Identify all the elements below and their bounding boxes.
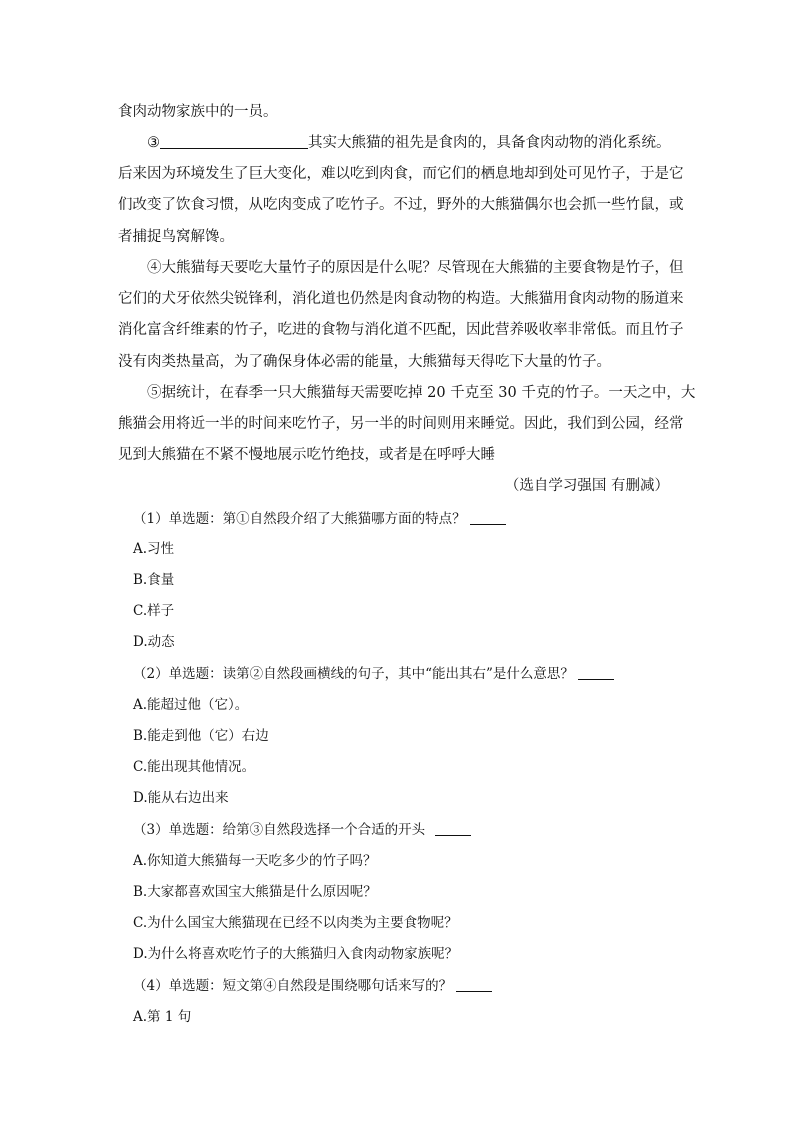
paragraph-5-line-2: 熊猫会用将近一半的时间来吃竹子，另一半的时间则用来睡觉。因此，我们到公园，经常 xyxy=(118,416,684,433)
question-3-prompt: （3）单选题：给第③自然段选择一个合适的开头 xyxy=(133,822,426,838)
paragraph-3-line-4: 者捕捉鸟窝解馋。 xyxy=(118,228,234,245)
question-1-option-a[interactable]: A.习性 xyxy=(133,541,175,557)
question-1-option-b[interactable]: B.食量 xyxy=(133,572,175,588)
source-citation: （选自学习强国 有删减） xyxy=(504,478,669,494)
paragraph-3-line-2: 后来因为环境发生了巨大变化，难以吃到肉食，而它们的栖息地却到处可见竹子，于是它 xyxy=(118,166,684,183)
question-2-option-b[interactable]: B.能走到他（它）右边 xyxy=(133,728,269,744)
paragraph-text: 其实大熊猫的祖先是食肉的，具备食肉动物的消化系统。 xyxy=(308,135,671,151)
question-1-option-c[interactable]: C.样子 xyxy=(133,603,175,619)
paragraph-3 xyxy=(118,128,684,253)
paragraph-4-line-3: 消化富含纤维素的竹子，吃进的食物与消化道不匹配，因此营养吸收率非常低。而且竹子 xyxy=(118,322,684,339)
question-2 xyxy=(133,662,614,686)
answer-blank-1[interactable] xyxy=(470,510,506,525)
question-3-option-b[interactable]: B.大家都喜欢国宝大熊猫是什么原因呢？ xyxy=(133,884,377,900)
paragraph-number: ③ xyxy=(147,135,160,151)
question-3-option-a[interactable]: A.你知道大熊猫每一天吃多少的竹子吗？ xyxy=(133,853,377,869)
fill-in-blank[interactable] xyxy=(160,133,308,149)
question-2-prompt: （2）单选题：读第②自然段画横线的句子，其中“能出其右”是什么意思？ xyxy=(133,666,574,682)
question-4-option-a[interactable]: A.第 1 句 xyxy=(133,1009,192,1025)
passage-line-0 xyxy=(118,97,678,128)
paragraph-5-line-3: 见到大熊猫在不紧不慢地展示吃竹绝技，或者是在呼呼大睡 xyxy=(118,447,495,464)
question-1 xyxy=(133,507,506,531)
paragraph-3-line-3: 们改变了饮食习惯，从吃肉变成了吃竹子。不过，野外的大熊猫偶尔也会抓一些竹鼠，或 xyxy=(118,197,684,214)
question-1-prompt: （1）单选题：第①自然段介绍了大熊猫哪方面的特点？ xyxy=(133,511,466,527)
paragraph-3-line-1 xyxy=(118,128,678,159)
paragraph-5-line-1: ⑤据统计，在春季一只大熊猫每天需要吃掉 20 千克至 30 千克的竹子。一天之中，大 xyxy=(147,385,696,401)
question-1-option-d[interactable]: D.动态 xyxy=(133,634,175,650)
answer-blank-2[interactable] xyxy=(578,665,614,680)
passage-text: 食肉动物家族中的一员。 xyxy=(118,104,278,120)
question-2-option-a[interactable]: A.能超过他（它）。 xyxy=(133,697,249,713)
question-3-option-c[interactable]: C.为什么国宝大熊猫现在已经不以肉类为主要食物呢？ xyxy=(133,915,458,931)
question-2-option-c[interactable]: C.能出现其他情况。 xyxy=(133,759,256,775)
question-2-option-d[interactable]: D.能从右边出来 xyxy=(133,790,229,806)
paragraph-4-line-2: 它们的犬牙依然尖锐锋利，消化道也仍然是肉食动物的构造。大熊猫用食肉动物的肠道来 xyxy=(118,291,684,308)
question-3 xyxy=(133,818,471,842)
question-3-option-d[interactable]: D.为什么将喜欢吃竹子的大熊猫归入食肉动物家族呢？ xyxy=(133,946,459,962)
paragraph-4 xyxy=(118,253,684,378)
answer-blank-3[interactable] xyxy=(435,821,471,836)
paragraph-4-line-4: 没有肉类热量高，为了确保身体必需的能量，大熊猫每天得吃下大量的竹子。 xyxy=(118,353,611,370)
answer-blank-4[interactable] xyxy=(456,977,492,992)
question-4-prompt: （4）单选题：短文第④自然段是围绕哪句话来写的？ xyxy=(133,978,453,994)
paragraph-4-line-1: ④大熊猫每天要吃大量竹子的原因是什么呢？尽管现在大熊猫的主要食物是竹子，但 xyxy=(147,260,684,276)
question-4 xyxy=(133,974,492,998)
paragraph-5 xyxy=(118,378,696,472)
